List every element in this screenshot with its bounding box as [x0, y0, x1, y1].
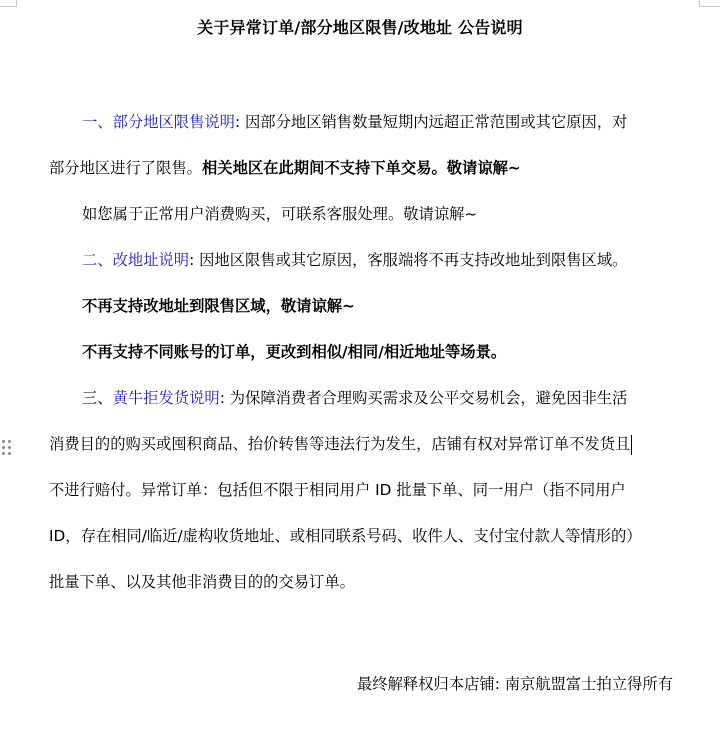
section1-line1	[49, 99, 674, 145]
section3-prefix: 三、	[82, 389, 113, 407]
section1-line2	[49, 145, 674, 191]
section2-bold-line2: 不再支持不同账号的订单，更改到相似/相同/相近地址等场景。	[82, 343, 507, 361]
section3-line1	[49, 375, 674, 421]
section1-bold-text: 相关地区在此期间不支持下单交易。敬请谅解~	[201, 159, 521, 177]
document-body[interactable]	[49, 99, 674, 605]
section1-text: 部分地区进行了限售。	[49, 159, 202, 177]
section3-line4: ID，存在相同/临近/虚构收货地址、或相同联系号码、收件人、支付宝付款人等情形的）	[49, 527, 642, 545]
section3-line2	[49, 421, 674, 467]
section2-line1	[49, 237, 674, 283]
section3-text: 消费目的的购买或囤积商品、抬价转售等违法行为发生，店铺有权对异常订单不发货且	[49, 435, 631, 453]
section1-line3: 如您属于正常用户消费购买，可联系客服处理。敬请谅解~	[82, 205, 478, 223]
section2-heading: 二、改地址说明	[82, 251, 190, 269]
drag-handle-icon[interactable]	[2, 440, 14, 460]
section3-line5: 批量下单、以及其他非消费目的的交易订单。	[49, 573, 355, 591]
footer-statement: 最终解释权归本店铺: 南京航盟富士拍立得所有	[357, 675, 673, 693]
section3-heading: 黄牛拒发货说明	[112, 389, 220, 407]
section1-heading: 一、部分地区限售说明	[82, 113, 235, 131]
text-cursor	[631, 435, 632, 455]
section2-text: : 因地区限售或其它原因，客服端将不再支持改地址到限售区域。	[189, 251, 628, 269]
page-corner-mark	[699, 0, 720, 7]
section1-text: : 因部分地区销售数量短期内远超正常范围或其它原因，对	[234, 113, 628, 131]
section3-text: : 为保障消费者合理购买需求及公平交易机会，避免因非生活	[219, 389, 628, 407]
section3-line3: 不进行赔付。异常订单：包括但不限于相同用户 ID 批量下单、同一用户（指不同用户	[49, 481, 626, 499]
document-title: 关于异常订单/部分地区限售/改地址 公告说明	[197, 18, 523, 37]
section2-bold-line1: 不再支持改地址到限售区域，敬请谅解~	[82, 297, 355, 315]
page-corner-mark	[0, 0, 17, 7]
